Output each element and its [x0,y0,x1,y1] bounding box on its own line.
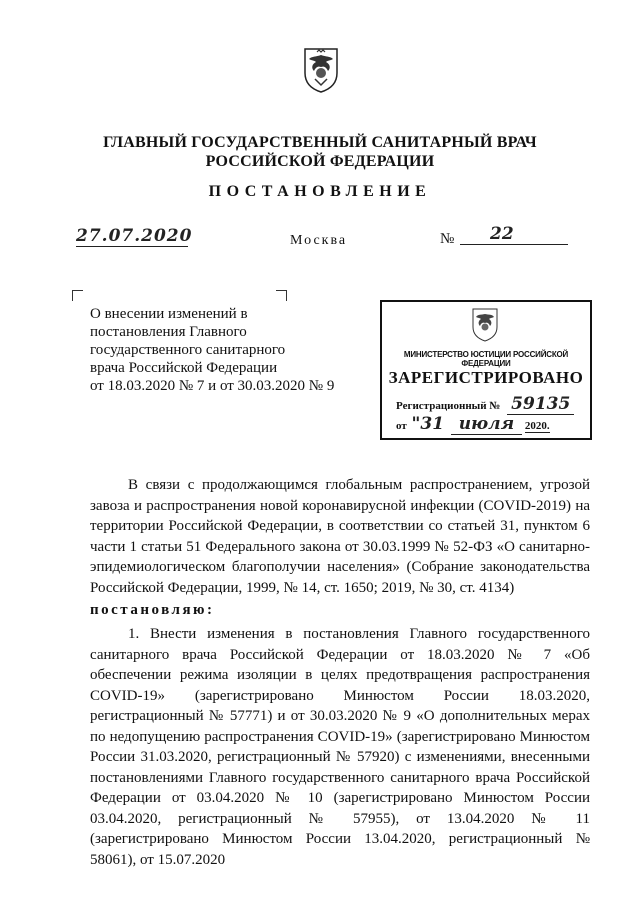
header-line-2: РОССИЙСКОЙ ФЕДЕРАЦИИ [205,153,435,170]
stamp-date-year: 2020. [524,420,550,432]
coat-of-arms-emblem [301,45,341,93]
document-number: 22 [460,224,568,245]
stamp-date-month: июля [451,414,522,435]
document-subject [90,305,334,395]
corner-mark-left [72,290,83,301]
stamp-emblem-icon [470,306,500,342]
document-date: 27.07.2020 [76,226,193,246]
corner-mark-right [276,290,287,301]
header-line-1: ГЛАВНЫЙ ГОСУДАРСТВЕННЫЙ САНИТАРНЫЙ ВРАЧ [103,134,537,151]
subject-line: от 18.03.2020 № 7 и от 30.03.2020 № 9 [90,378,335,394]
stamp-date-row [396,414,550,434]
stamp-reg-number: 59135 [507,394,574,415]
number-label: № [440,231,455,247]
stamp-registration-row [396,394,574,414]
subject-line: О внесении изменений в [90,306,248,322]
document-type-title: ПОСТАНОВЛЕНИЕ [208,183,432,200]
stamp-date-day: "31 [411,414,445,434]
registration-stamp [380,300,592,440]
preamble-paragraph: В связи с продолжающимся глобальным распространением, угрозой завоза и распространения новой коронавирусной инфекции (COVID-2019) на территории Российской Федерации, в соответствии со статьей 31, пунктом 6 части 1 статьи 51 Федерального закона от 30.03.1999 № 52-ФЗ «О санитарно-эпидемиологическом благополучии населения» (Собрание законодательства Российской Федерации, 1999, № 14, ст. 1650; 2019, № 30, ст. 4134) [90,477,590,596]
stamp-ministry-label: МИНИСТЕРСТВО ЮСТИЦИИ РОССИЙСКОЙ ФЕДЕРАЦИИ [403,350,569,368]
subject-line: врача Российской Федерации [90,360,278,376]
clause-1-paragraph: 1. Внести изменения в постановления Главного государственного санитарного врача Российской Федерации от 18.03.2020 № 7 «Об обеспечении режима изоляции в целях предотвращения распространения COVID-19» (зарегистрировано Минюстом России 18.03.2020, регистрационный № 57771) и от 30.03.2020 № 9 «О дополнительных мерах по недопущению распространения COVID-19» (зарегистрировано Минюстом России 31.03.2020, регистрационный № 57920) с изменениями, внесенными постановлениями Главного государственного санитарного врача Российской Федерации от 03.04.2020 № 10 (зарегистрировано Минюстом России 03.04.2020, регистрационный № 57955), от 13.04.2020 № 11 (зарегистрировано Минюстом России 13.04.2020, регистрационный № 58061), от 15.07.2020 [90,626,590,868]
stamp-date-prefix: от [396,420,407,432]
subject-line: постановления Главного [90,324,247,340]
city-label: Москва [290,233,348,248]
resolve-label: постановляю: [90,602,215,618]
subject-line: государственного санитарного [90,342,286,358]
stamp-registered-title: ЗАРЕГИСТРИРОВАНО [388,368,584,387]
stamp-reg-label: Регистрационный № [396,400,501,412]
